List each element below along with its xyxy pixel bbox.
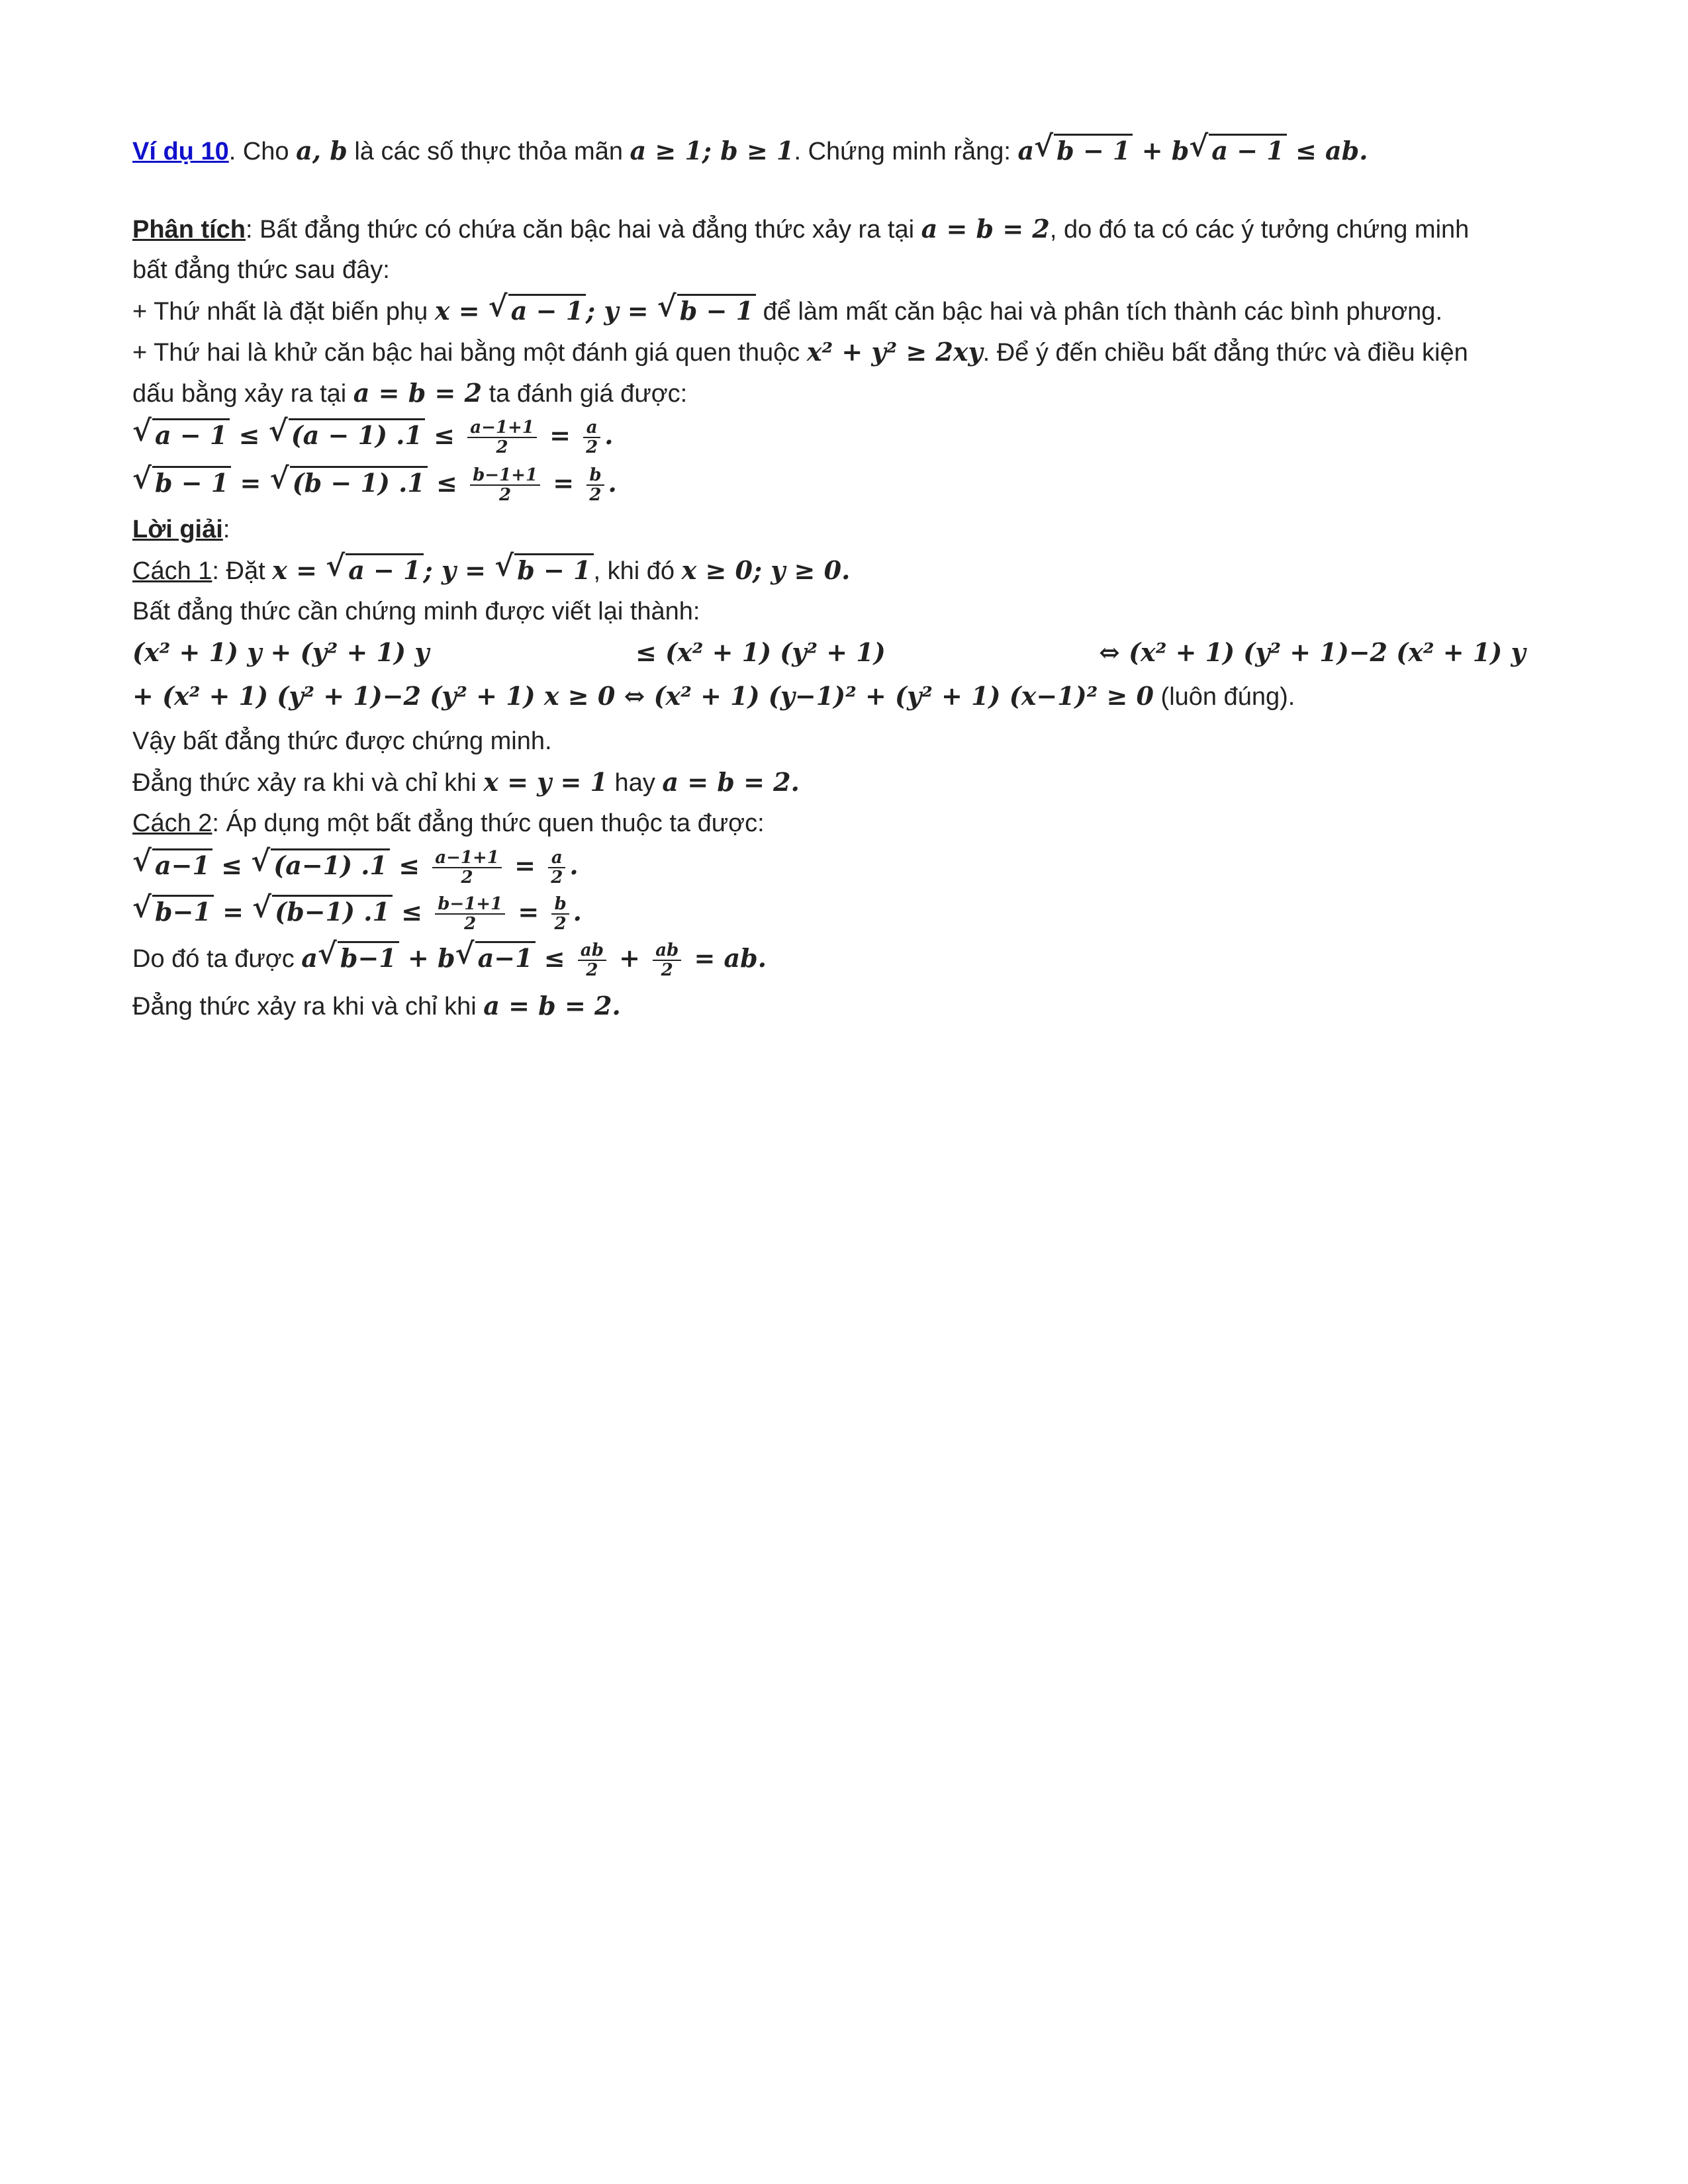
proved-line: Vậy bất đẳng thức được chứng minh. <box>132 727 552 755</box>
analysis-line-4: + Thứ hai là khử căn bậc hai bằng một đánh giá quen thuộc x² + y² ≥ 2xy. Để ý đến chiều bất đẳng thức và điều kiện <box>132 337 1468 367</box>
analysis-heading: Phân tích <box>132 216 246 244</box>
method-2-line: Cách 2: Áp dụng một bất đẳng thức quen thuộc ta được: <box>132 809 765 837</box>
rewrite-eq-1-mid: ≤ (x² + 1) (y² + 1) <box>635 637 886 667</box>
rewrite-eq-1: (x² + 1) y + (y² + 1) y <box>132 637 430 667</box>
method-1-line: Cách 1: Đặt x = √ a − 1 ; y = √ b − 1 , khi đó x ≥ 0; y ≥ 0. <box>132 553 850 588</box>
analysis-line-1: Phân tích: Bất đẳng thức có chứa căn bậc hai và đẳng thức xảy ra tại a = b = 2, do đó ta có các ý tưởng chứng minh <box>132 214 1470 244</box>
solution-heading: Lời giải <box>132 516 223 543</box>
analysis-estimate-a: √ a − 1 ≤ √ (a − 1) .1 ≤ $\frac{a-1+1}{2}$ = $\frac{a}{2}$ . <box>132 418 613 457</box>
analysis-line-5: dấu bằng xảy ra tại a = b = 2 ta đánh giá được: <box>132 378 688 408</box>
method-2-label: Cách 2 <box>132 809 212 837</box>
example-statement: Ví dụ 10. Cho a, b là các số thực thỏa mãn a ≥ 1; b ≥ 1. Chứng minh rằng: a√ b − 1 + b√ a − 1 ≤ ab. <box>132 134 1368 169</box>
example-link[interactable]: Ví dụ 10 <box>132 138 229 165</box>
method-1-label: Cách 1 <box>132 557 212 585</box>
analysis-estimate-b: √ b − 1 = √ (b − 1) .1 ≤ $\frac{b-1+1}{2}$ = $\frac{b}{2}$ . <box>132 466 617 504</box>
method-2-estimate-b: √ b−1 = √ (b−1) .1 ≤ $\frac{b-1+1}{2}$ = $\frac{b}{2}$ . <box>132 895 582 933</box>
equality-line-1: Đẳng thức xảy ra khi và chỉ khi x = y = 1 hay a = b = 2. <box>132 767 800 797</box>
rewrite-eq-2: + (x² + 1) (y² + 1)−2 (y² + 1) x ≥ 0 ⇔ (x² + 1) (y−1)² + (y² + 1) (x−1)² ≥ 0 (luôn đúng). <box>132 681 1295 711</box>
analysis-line-3: + Thứ nhất là đặt biến phụ x = √ a − 1 ; y = √ b − 1 để làm mất căn bậc hai và phân tích thành các bình phương. <box>132 294 1442 329</box>
solution-heading-line: Lời giải: <box>132 516 230 543</box>
rewrite-line: Bất đẳng thức cần chứng minh được viết lại thành: <box>132 598 700 625</box>
conclusion-line: Do đó ta được a√ b−1 + b√ a−1 ≤ $\frac{ab}{2}$ + $\frac{ab}{2}$ = ab. <box>132 941 767 979</box>
analysis-line-2: bất đẳng thức sau đây: <box>132 256 390 284</box>
final-equality-line: Đẳng thức xảy ra khi và chỉ khi a = b = 2. <box>132 991 621 1021</box>
method-2-estimate-a: √ a−1 ≤ √ (a−1) .1 ≤ $\frac{a-1+1}{2}$ = $\frac{a}{2}$ . <box>132 848 579 887</box>
rewrite-eq-1-right: ⇔ (x² + 1) (y² + 1)−2 (x² + 1) y <box>1099 637 1526 667</box>
